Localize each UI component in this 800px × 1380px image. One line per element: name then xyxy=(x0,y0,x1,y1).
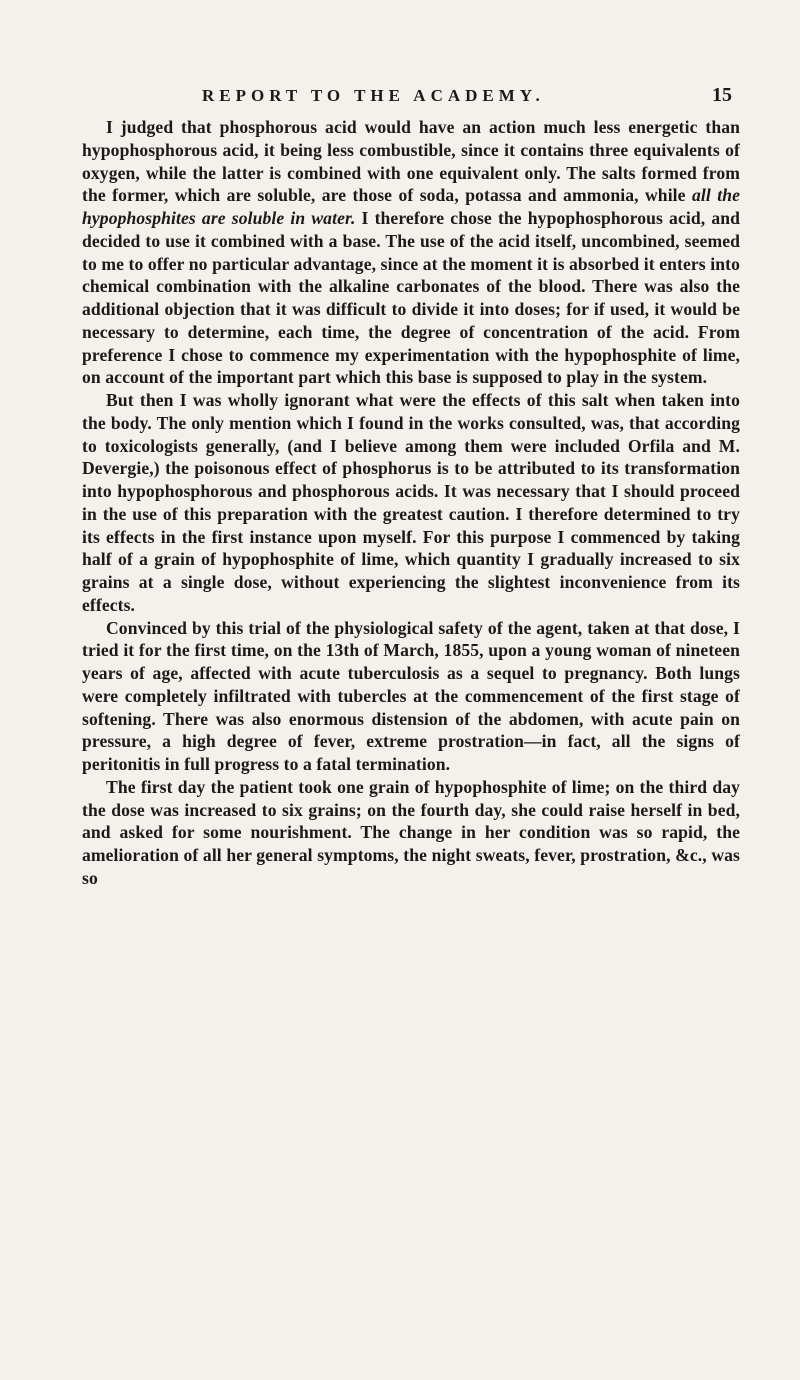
paragraph xyxy=(82,116,740,389)
text-segment: The first day the patient took one grain of hypophosphite of lime; on the third day the dose was increased to six grains; on the fourth day, she could raise herself in bed, and asked for some nourishment. The change in her condition was so rapid, the amelioration of all her general symptoms, the night sweats, fever, prostration, &c., was so xyxy=(82,776,740,888)
paragraph xyxy=(82,389,740,617)
paragraph xyxy=(82,617,740,776)
text-segment: I judged that phosphorous acid would have an action much less energetic than hypophosphorous acid, it being less combustible, since it contains three equivalents of oxygen, while the latter is combined with one equivalent only. The salts formed from the former, which are soluble, are those of soda, potassa and ammonia, while xyxy=(82,117,740,206)
body-text xyxy=(82,116,740,890)
text-segment: I therefore chose the hypophosphorous acid, and decided to use it combined with a base. The use of the acid itself, uncombined, seemed to me to offer no particular advantage, since at the moment it is absorbed it enters into chemical combination with the alkaline carbonates of the blood. There was also the additional objection that it was difficult to divide it into doses; for if used, it would be necessary to determine, each time, the degree of concentration of the acid. From preference I chose to commence my experimentation with the hypophosphite of lime, on account of the important part which this base is supposed to play in the system. xyxy=(82,208,740,388)
italic-text-segment: all the hypophosphites are soluble in water. xyxy=(82,185,740,228)
paragraph xyxy=(82,776,740,890)
running-title: REPORT TO THE ACADEMY. xyxy=(202,86,545,105)
text-segment: Convinced by this trial of the physiological safety of the agent, taken at that dose, I tried it for the first time, on the 13th of March, 1855, upon a young woman of nineteen years of age, affected with acute tuberculosis as a sequel to pregnancy. Both lungs were completely infiltrated with tubercles at the commencement of the first stage of softening. There was also enormous distension of the abdomen, with acute pain on pressure, a high degree of fever, extreme prostration—in fact, all the signs of peritonitis in full progress to a fatal termination. xyxy=(82,617,740,774)
page-number: 15 xyxy=(712,84,732,106)
running-head xyxy=(82,86,732,116)
text-segment: But then I was wholly ignorant what were the effects of this salt when taken into the body. The only mention which I found in the works consulted, was, that according to toxicologists generally, (and I believe among them were included Orfila and M. Devergie,) the poisonous effect of phosphorus is to be attributed to its transformation into hypophosphorous and phosphorous acids. It was necessary that I should proceed in the use of this preparation with the greatest caution. I therefore determined to try its effects in the first instance upon myself. For this purpose I commenced by taking half of a grain of hypophosphite of lime, which quantity I gradually increased to six grains at a single dose, without experiencing the slightest inconvenience from its effects. xyxy=(82,390,740,615)
